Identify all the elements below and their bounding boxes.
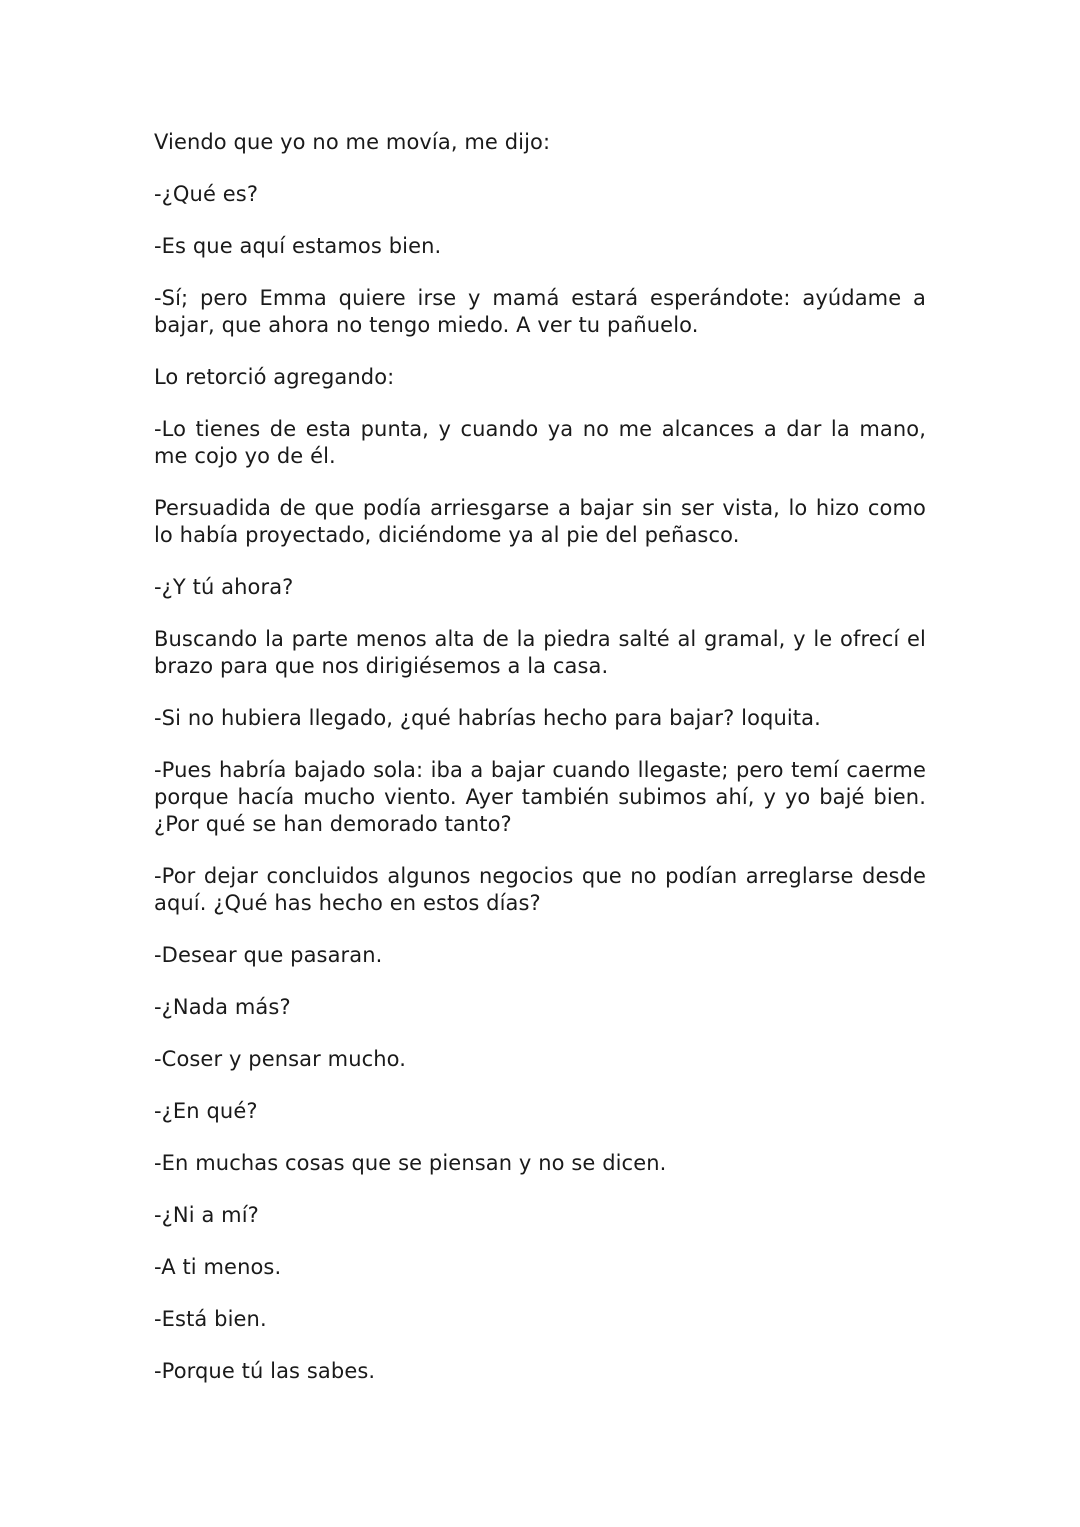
paragraph-8: -¿Y tú ahora?: [154, 575, 294, 599]
paragraph-14: -¿Nada más?: [154, 995, 291, 1019]
paragraph-5: Lo retorció agregando:: [154, 365, 395, 389]
paragraph-7: Persuadida de que podía arriesgarse a bajar sin ser vista, lo hizo como lo había proyectado, diciéndome ya al pie del peñasco.: [154, 496, 926, 547]
paragraph-6: -Lo tienes de esta punta, y cuando ya no me alcances a dar la mano, me cojo yo de él.: [154, 417, 926, 468]
paragraph-3: -Es que aquí estamos bien.: [154, 234, 442, 258]
paragraph-10: -Si no hubiera llegado, ¿qué habrías hecho para bajar? loquita.: [154, 706, 821, 730]
paragraph-9: Buscando la parte menos alta de la piedra salté al gramal, y le ofrecí el brazo para que nos dirigiésemos a la casa.: [154, 627, 926, 678]
paragraph-21: -Porque tú las sabes.: [154, 1359, 376, 1383]
paragraph-12: -Por dejar concluidos algunos negocios que no podían arreglarse desde aquí. ¿Qué has hecho en estos días?: [154, 864, 926, 915]
paragraph-15: -Coser y pensar mucho.: [154, 1047, 407, 1071]
paragraph-16: -¿En qué?: [154, 1099, 258, 1123]
paragraph-17: -En muchas cosas que se piensan y no se dicen.: [154, 1151, 667, 1175]
paragraph-19: -A ti menos.: [154, 1255, 282, 1279]
paragraph-11: -Pues habría bajado sola: iba a bajar cuando llegaste; pero temí caerme porque hacía mucho viento. Ayer también subimos ahí, y yo bajé bien. ¿Por qué se han demorado tanto?: [154, 758, 926, 836]
paragraph-18: -¿Ni a mí?: [154, 1203, 259, 1227]
document-page: [154, 129, 926, 1410]
paragraph-2: -¿Qué es?: [154, 182, 259, 206]
paragraph-13: -Desear que pasaran.: [154, 943, 383, 967]
paragraph-20: -Está bien.: [154, 1307, 267, 1331]
paragraph-1: Viendo que yo no me movía, me dijo:: [154, 130, 551, 154]
paragraph-4: -Sí; pero Emma quiere irse y mamá estará esperándote: ayúdame a bajar, que ahora no tengo miedo. A ver tu pañuelo.: [154, 286, 926, 337]
